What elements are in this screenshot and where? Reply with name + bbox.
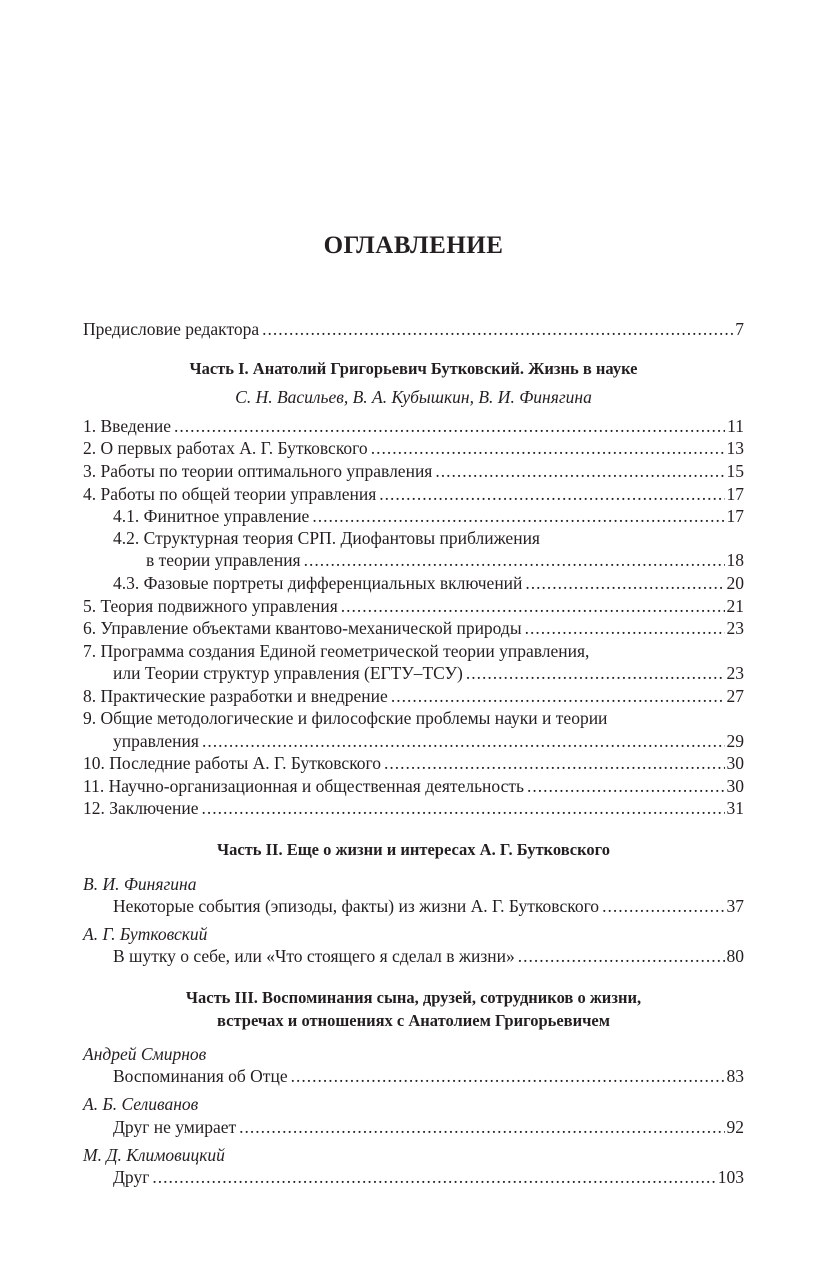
entry-page: 23 [726, 618, 744, 638]
entry-title: 5. Теория подвижного управления [83, 596, 338, 616]
entry-page: 30 [726, 776, 744, 796]
toc-entry[interactable] [83, 640, 744, 662]
toc-entry[interactable] [113, 1116, 744, 1138]
toc-subentry[interactable] [113, 572, 744, 594]
toc-entry[interactable] [83, 685, 744, 707]
entry-title: 3. Работы по теории оптимального управления [83, 461, 433, 481]
entry-page: 7 [735, 319, 744, 339]
entry-page: 23 [726, 663, 744, 683]
entry-title: Воспоминания об Отце [113, 1066, 288, 1086]
toc-entry[interactable] [83, 775, 744, 797]
entry-title: 4.1. Финитное управление [113, 506, 310, 526]
entry-title-cont: управления [113, 731, 199, 751]
entry-author: В. И. Финягина [83, 874, 197, 894]
part3-title-line1: Часть III. Воспоминания сына, друзей, сотрудников о жизни, [185, 988, 642, 1007]
entry-title: 12. Заключение [83, 798, 199, 818]
entry-title: Предисловие редактора [83, 319, 260, 339]
entry-title-cont: или Теории структур управления (ЕГТУ–ТСУ) [113, 663, 463, 683]
entry-title: 11. Научно-организационная и общественная деятельность [83, 776, 525, 796]
entry-title: 6. Управление объектами квантово-механической природы [83, 618, 522, 638]
entry-title: 8. Практические разработки и внедрение [83, 686, 388, 706]
toc-entry[interactable] [83, 797, 744, 819]
entry-author: М. Д. Климовицкий [83, 1145, 225, 1165]
toc-entry-preface[interactable] [83, 318, 744, 340]
entry-title: 2. О первых работах А. Г. Бутковского [83, 438, 368, 458]
entry-page: 31 [726, 798, 744, 818]
entry-title: Некоторые события (эпизоды, факты) из жизни А. Г. Бутковского [113, 896, 600, 916]
entry-title: 4. Работы по общей теории управления [83, 484, 377, 504]
entry-page: 80 [726, 946, 744, 966]
entry-page: 27 [726, 686, 744, 706]
entry-page: 29 [726, 731, 744, 751]
toc-entry[interactable] [83, 595, 744, 617]
entry-title: 9. Общие методологические и философские проблемы науки и теории [83, 708, 608, 728]
toc-entry[interactable] [83, 752, 744, 774]
toc-entry[interactable] [113, 895, 744, 917]
part1-title: Часть I. Анатолий Григорьевич Бутковский. Жизнь в науке [189, 359, 638, 378]
entry-page: 83 [726, 1066, 744, 1086]
toc-entry[interactable] [83, 707, 744, 729]
entry-page: 13 [726, 438, 744, 458]
entry-author: Андрей Смирнов [83, 1044, 207, 1064]
toc-entry[interactable] [83, 483, 744, 505]
entry-title: Друг [113, 1167, 150, 1187]
toc-subentry-cont[interactable] [146, 549, 744, 571]
toc-heading: ОГЛАВЛЕНИЕ [323, 232, 504, 259]
toc-entry[interactable] [83, 460, 744, 482]
entry-title-cont: в теории управления [146, 550, 301, 570]
entry-title: 10. Последние работы А. Г. Бутковского [83, 753, 382, 773]
entry-page: 30 [726, 753, 744, 773]
entry-page: 37 [726, 896, 744, 916]
entry-title: 4.2. Структурная теория СРП. Диофантовы приближения [113, 528, 540, 548]
entry-page: 92 [726, 1117, 744, 1137]
entry-author: А. Г. Бутковский [83, 924, 208, 944]
entry-page: 18 [726, 550, 744, 570]
toc-subentry[interactable] [113, 505, 744, 527]
entry-title: 7. Программа создания Единой геометрической теории управления, [83, 641, 590, 661]
entry-title: Друг не умирает [113, 1117, 237, 1137]
entry-page: 17 [726, 506, 744, 526]
toc-entry[interactable] [83, 617, 744, 639]
entry-title: 4.3. Фазовые портреты дифференциальных включений [113, 573, 523, 593]
part3-title-line2: встречах и отношениях с Анатолием Григорьевичем [217, 1011, 610, 1030]
entry-page: 11 [727, 416, 744, 436]
toc-subentry[interactable] [113, 527, 744, 549]
toc-entry[interactable] [113, 1065, 744, 1087]
toc-entry[interactable] [113, 945, 744, 967]
toc-entry-cont[interactable] [113, 730, 744, 752]
entry-author: А. Б. Селиванов [83, 1094, 199, 1114]
toc-entry[interactable] [83, 437, 744, 459]
entry-page: 20 [726, 573, 744, 593]
toc-entry-cont[interactable] [113, 662, 744, 684]
entry-page: 17 [726, 484, 744, 504]
entry-title: 1. Введение [83, 416, 172, 436]
entry-title: В шутку о себе, или «Что стоящего я сделал в жизни» [113, 946, 515, 966]
entry-page: 15 [726, 461, 744, 481]
toc-entry[interactable] [83, 415, 744, 437]
part1-authors: С. Н. Васильев, В. А. Кубышкин, В. И. Финягина [235, 387, 592, 407]
toc-entry[interactable] [113, 1166, 744, 1188]
entry-page: 21 [726, 596, 744, 616]
part2-title: Часть II. Еще о жизни и интересах А. Г. Бутковского [217, 840, 610, 859]
entry-page: 103 [717, 1167, 744, 1187]
